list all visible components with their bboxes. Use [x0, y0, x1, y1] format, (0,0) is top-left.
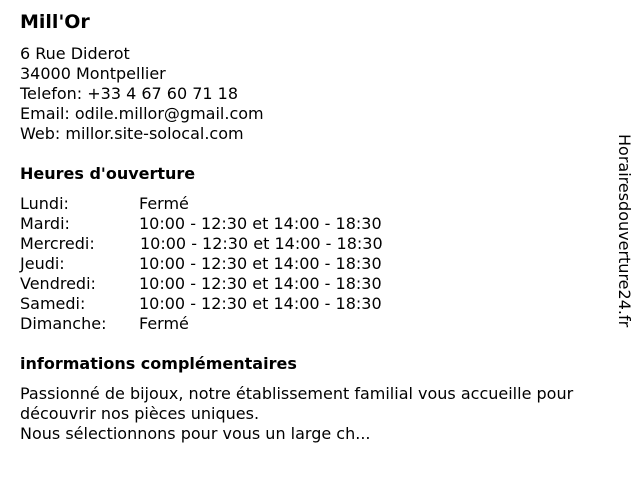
- additional-info-text: [20, 384, 630, 444]
- business-name: Mill'Or: [20, 11, 90, 33]
- hours-time: 10:00 - 12:30 et 14:00 - 18:30: [140, 234, 383, 253]
- phone-line: Telefon: +33 4 67 60 71 18: [20, 84, 239, 103]
- hours-time: 10:00 - 12:30 et 14:00 - 18:30: [139, 274, 382, 293]
- hours-day: Vendredi:: [20, 274, 96, 293]
- hours-day: Jeudi:: [20, 254, 65, 273]
- hours-time: 10:00 - 12:30 et 14:00 - 18:30: [139, 254, 382, 273]
- site-watermark: Horairesdouverture24.fr: [615, 134, 634, 328]
- hours-time: Fermé: [139, 314, 189, 333]
- info-line: Nous sélectionnons pour vous un large ch...: [20, 424, 371, 443]
- hours-day: Samedi:: [20, 294, 86, 313]
- hours-day: Mercredi:: [20, 234, 95, 253]
- address-street: 6 Rue Diderot: [20, 44, 130, 63]
- hours-time: 10:00 - 12:30 et 14:00 - 18:30: [139, 214, 382, 233]
- info-line: découvrir nos pièces uniques.: [20, 404, 260, 423]
- info-line: Passionné de bijoux, notre établissement familial vous accueille pour: [20, 384, 574, 403]
- opening-hours-heading: Heures d'ouverture: [20, 164, 196, 183]
- address-city: 34000 Montpellier: [20, 64, 166, 83]
- hours-day: Mardi:: [20, 214, 70, 233]
- hours-day: Dimanche:: [20, 314, 107, 333]
- hours-time: 10:00 - 12:30 et 14:00 - 18:30: [139, 294, 382, 313]
- email-line: Email: odile.millor@gmail.com: [20, 104, 264, 123]
- hours-time: Fermé: [139, 194, 189, 213]
- contact-block: [20, 44, 264, 144]
- website-line: Web: millor.site-solocal.com: [20, 124, 244, 143]
- additional-info-heading: informations complémentaires: [20, 354, 297, 373]
- hours-day: Lundi:: [20, 194, 69, 213]
